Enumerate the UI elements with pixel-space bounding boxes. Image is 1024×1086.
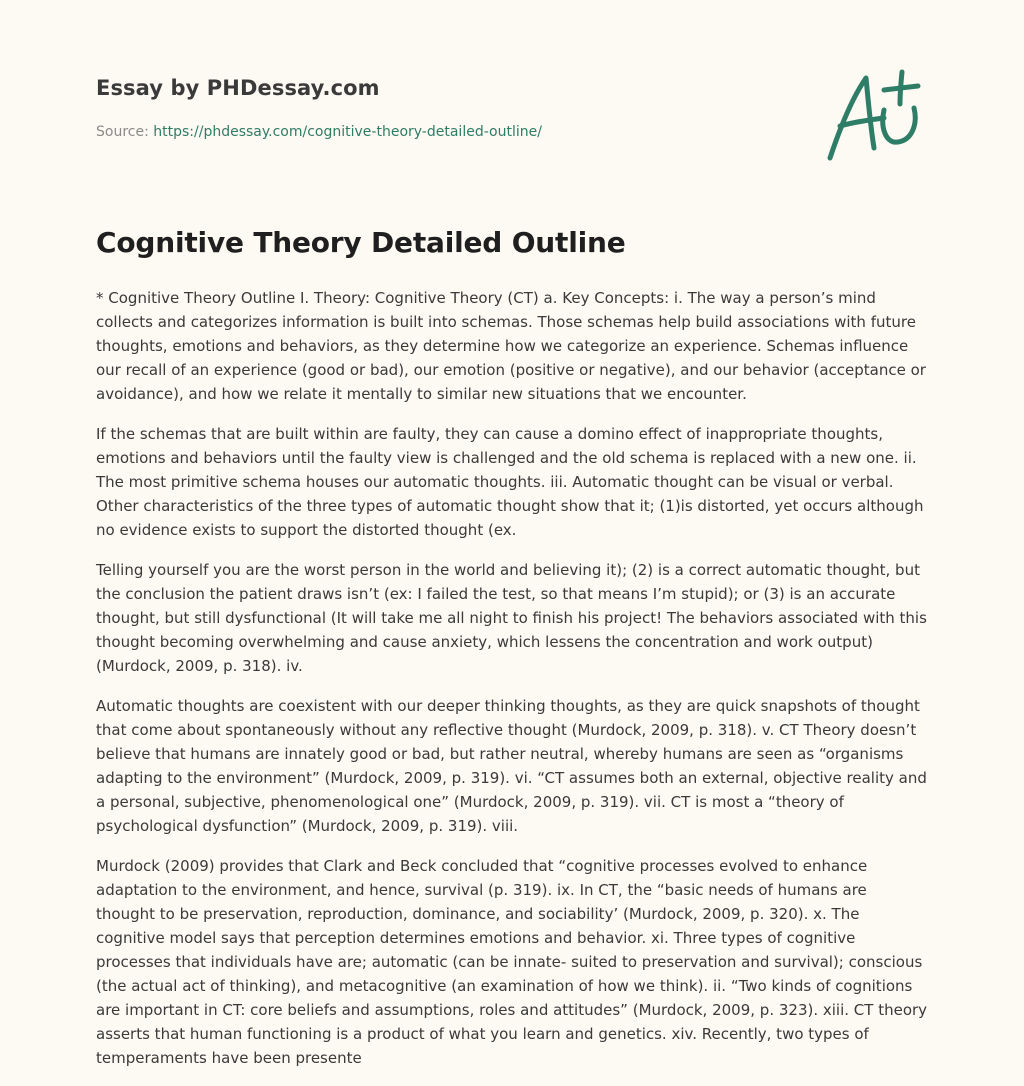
essay-paragraph: Automatic thoughts are coexistent with our deeper thinking thoughts, as they are quick snapshots of thought that come about spontaneously without any reflective thought (Murdock, 2009, p. 318). v. CT Theory doesn’t believe that humans are innately good or bad, but rather neutral, whereby humans are seen as “organisms adapting to the environment” (Murdock, 2009, p. 319). vi. “CT assumes both an external, objective reality and a personal, subjective, phenomenological one” (Murdock, 2009, p. 319). vii. CT is most a “theory of psychological dysfunction” (Murdock, 2009, p. 319). viii. [96, 697, 927, 835]
essay-paragraph: Murdock (2009) provides that Clark and Beck concluded that “cognitive processes evolved to enhance adaptation to the environment, and hence, survival (p. 319). ix. In CT, the “basic needs of humans are thought to be preservation, reproduction, dominance, and sociability’ (Murdock, 2009, p. 320). x. The cognitive model says that perception determines emotions and behavior. xi. Three types of cognitive processes that individuals have are; automatic (can be innate- suited to preservation and survival); conscious (the actual act of thinking), and metacognitive (an examination of how we think). ii. “Two kinds of cognitions are important in CT: core beliefs and assumptions, roles and attitudes” (Murdock, 2009, p. 323). xiii. CT theory asserts that human functioning is a product of what you learn and genetics. xiv. Recently, two types of temperaments have been presente [96, 857, 928, 1067]
a-plus-logo-icon [822, 68, 930, 164]
source-label: Source: [96, 124, 149, 140]
site-brand: Essay by PHDessay.com [96, 76, 380, 100]
source-line [96, 124, 542, 140]
essay-title: Cognitive Theory Detailed Outline [96, 226, 626, 259]
essay-paragraph: * Cognitive Theory Outline I. Theory: Cognitive Theory (CT) a. Key Concepts: i. The way a person’s mind collects and categorizes information is built into schemas. Those schemas help build associations with future thoughts, emotions and behaviors, as they determine how we categorize an experience. Schemas influence our recall of an experience (good or bad), our emotion (positive or negative), and our behavior (acceptance or avoidance), and how we relate it mentally to similar new situations that we encounter. [96, 289, 926, 403]
essay-paragraph: Telling yourself you are the worst person in the world and believing it); (2) is a correct automatic thought, but the conclusion the patient draws isn’t (ex: I failed the test, so that means I’m stupid); or (3) is an accurate thought, but still dysfunctional (It will take me all night to finish his project! The behaviors associated with this thought becoming overwhelming and cause anxiety, which lessens the concentration and work output) (Murdock, 2009, p. 318). iv. [96, 561, 927, 675]
source-link[interactable]: https://phdessay.com/cognitive-theory-detailed-outline/ [153, 124, 542, 140]
essay-paragraph: If the schemas that are built within are faulty, they can cause a domino effect of inappropriate thoughts, emotions and behaviors until the faulty view is challenged and the old schema is replaced with a new one. ii. The most primitive schema houses our automatic thoughts. iii. Automatic thought can be visual or verbal. Other characteristics of the three types of automatic thought show that it; (1)is distorted, yet occurs although no evidence exists to support the distorted thought (ex. [96, 425, 924, 539]
essay-body [96, 286, 930, 1086]
